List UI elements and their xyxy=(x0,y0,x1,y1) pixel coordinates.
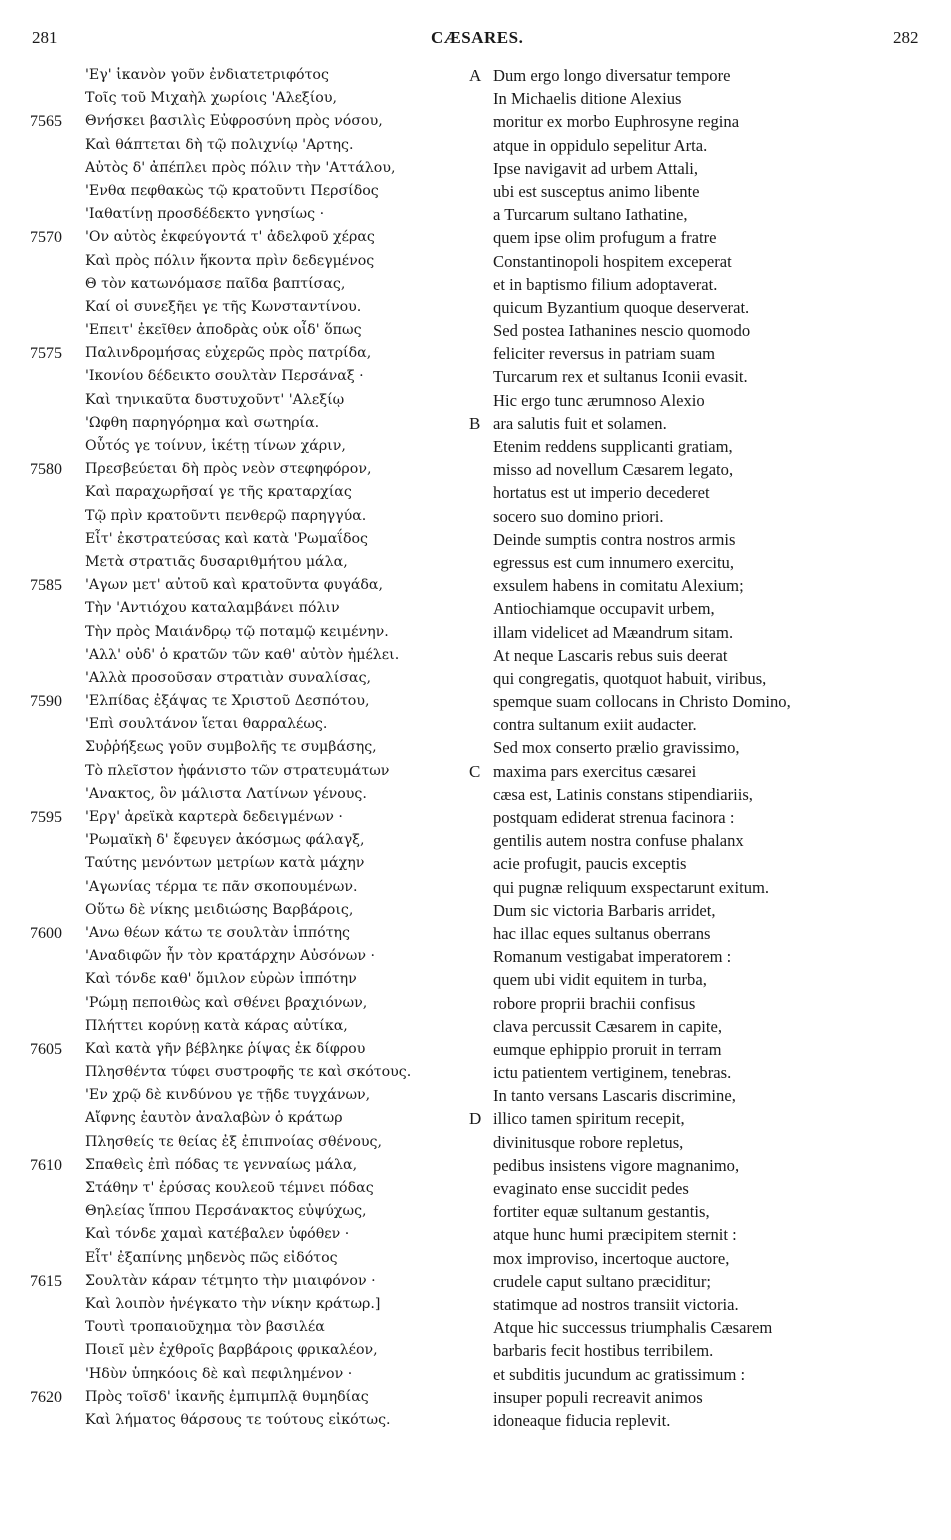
latin-verse-text: socero suo domino priori. xyxy=(493,506,664,526)
latin-verse-text: Sed postea Iathanines nescio quomodo xyxy=(493,321,751,341)
latin-verse-line xyxy=(493,644,933,667)
latin-verse-text: exsulem habens in comitatu Alexium; xyxy=(493,576,744,596)
latin-verse-text: contra sultanum exiit audacter. xyxy=(493,715,697,735)
greek-verse-text: Πλήττει κορύνῃ κατὰ κάρας αὐτίκα, xyxy=(85,1017,348,1034)
greek-verse-text: 'Ωφθη παρηγόρημα καὶ σωτηρία. xyxy=(85,414,320,431)
greek-verse-line xyxy=(30,713,470,736)
verse-number: 7575 xyxy=(30,345,62,363)
greek-verse-line xyxy=(30,968,470,991)
greek-verse-line xyxy=(30,528,470,551)
latin-verse-text: Dum sic victoria Barbaris arridet, xyxy=(493,900,716,920)
greek-verse-line xyxy=(30,1061,470,1084)
verse-number: 7580 xyxy=(30,461,62,479)
greek-verse-line xyxy=(30,1247,470,1270)
greek-verse-line xyxy=(30,551,470,574)
latin-verse-text: hac illac eques sultanus oberrans xyxy=(493,923,711,943)
latin-verse-text: acie profugit, paucis exceptis xyxy=(493,854,687,874)
greek-verse-line xyxy=(30,134,470,157)
greek-verse-text: 'Ον αὐτὸς ἐκφεύγοντά τ' ἀδελφοῦ χέρας xyxy=(85,229,375,246)
verse-number: 7605 xyxy=(30,1040,62,1058)
greek-verse-line xyxy=(30,1339,470,1362)
latin-verse-line xyxy=(493,1177,933,1200)
greek-verse-line xyxy=(30,1386,470,1409)
latin-verse-line xyxy=(493,1038,933,1061)
greek-verse-line xyxy=(30,226,470,249)
verse-number: 7570 xyxy=(30,229,62,247)
greek-verse-text: 'Ιαθατίνῃ προσδέδεκτο γνησίως · xyxy=(85,206,325,223)
greek-verse-text: 'Εργ' ἀρεϊκὰ καρτερὰ δεδειγμένων · xyxy=(85,809,343,825)
greek-verse-line xyxy=(30,1293,470,1316)
greek-verse-line xyxy=(30,1200,470,1223)
latin-verse-line xyxy=(493,621,933,644)
latin-verse-text: At neque Lascaris rebus suis deerat xyxy=(493,645,728,665)
greek-verse-line xyxy=(30,1316,470,1339)
latin-translation-column xyxy=(469,64,933,1432)
latin-verse-text: illam videlicet ad Mæandrum sitam. xyxy=(493,622,734,642)
latin-verse-text: quem ubi vidit equitem in turba, xyxy=(493,970,707,990)
greek-verse-text: Καὶ πρὸς πόλιν ἥκοντα πρὶν δεδεγμένος xyxy=(85,252,375,269)
latin-verse-text: clava percussit Cæsarem in capite, xyxy=(493,1016,723,1036)
greek-verse-text: Εἶτ' ἐκστρατεύσας καὶ κατὰ 'Ρωμαΐδος xyxy=(85,530,368,547)
latin-verse-text: qui pugnæ reliquum exspectarunt exitum. xyxy=(493,877,770,897)
latin-verse-line xyxy=(469,412,933,435)
greek-verse-line xyxy=(30,667,470,690)
verse-number: 7620 xyxy=(30,1388,62,1406)
page-number-right: 282 xyxy=(893,28,919,47)
greek-verse-text: Καὶ τόνδε χαμαὶ κατέβαλεν ὑφόθεν · xyxy=(85,1226,350,1243)
latin-verse-text: Romanum vestigabat imperatorem : xyxy=(493,947,732,967)
latin-verse-text: Hic ergo tunc ærumnoso Alexio xyxy=(493,390,705,410)
verse-number: 7565 xyxy=(30,113,62,131)
latin-verse-line xyxy=(493,296,933,319)
latin-verse-line xyxy=(493,481,933,504)
greek-verse-line xyxy=(30,365,470,388)
greek-verse-text: 'Ρώμῃ πεποιθὼς καὶ σθένει βραχιόνων, xyxy=(85,994,368,1011)
greek-verse-text: Τῷ πρὶν κρατοῦντι πενθερῷ παρηγγύα. xyxy=(85,507,367,524)
latin-verse-line xyxy=(493,528,933,551)
margin-section-letter: D xyxy=(469,1109,482,1129)
latin-verse-text: ubi est susceptus animo libente xyxy=(493,181,700,201)
greek-verse-line xyxy=(30,992,470,1015)
greek-text-column xyxy=(30,64,470,1432)
greek-verse-line xyxy=(30,296,470,319)
greek-verse-text: 'Εν χρῷ δὲ κινδύνου γε τῇδε τυγχάνων, xyxy=(85,1087,371,1104)
latin-verse-text: hortatus est ut imperio decederet xyxy=(493,483,710,503)
greek-verse-text: Μετὰ στρατιᾶς δυσαριθμήτου μάλα, xyxy=(85,553,348,570)
greek-verse-text: Αὐτὸς δ' ἀπέπλει πρὸς πόλιν τὴν 'Αττάλου, xyxy=(85,159,396,176)
greek-verse-text: Καὶ τόνδε καθ' ὅμιλον εὑρὼν ἱππότην xyxy=(85,971,357,988)
latin-verse-line xyxy=(493,899,933,922)
latin-verse-text: Antiochiamque occupavit urbem, xyxy=(493,599,715,619)
greek-verse-line xyxy=(30,621,470,644)
greek-verse-line xyxy=(30,1084,470,1107)
greek-verse-text: 'Επειτ' ἐκεῖθεν ἀποδρὰς οὐκ οἶδ' ὅπως xyxy=(85,322,362,339)
latin-verse-text: et in baptismo filium adoptaverat. xyxy=(493,274,718,294)
latin-verse-line xyxy=(469,760,933,783)
latin-verse-text: atque in oppidulo sepelitur Arta. xyxy=(493,135,708,155)
greek-verse-text: 'Ενθα πεφθακὼς τῷ κρατοῦντι Περσίδος xyxy=(85,182,379,199)
greek-verse-line xyxy=(30,87,470,110)
greek-verse-text: Καί οἱ συνεξῆει γε τῆς Κωνσταντίνου. xyxy=(85,298,362,315)
latin-verse-line xyxy=(493,365,933,388)
greek-verse-line xyxy=(30,64,470,87)
latin-verse-text: moritur ex morbo Euphrosyne regina xyxy=(493,112,740,132)
greek-verse-text: Καὶ παραχωρῆσαί γε τῆς κραταρχίας xyxy=(85,484,352,501)
latin-verse-line xyxy=(493,806,933,829)
greek-verse-text: Πλησθείς τε θείας ἐξ ἐπιπνοίας σθένους, xyxy=(85,1133,383,1150)
latin-verse-text: quem ipse olim profugum a fratre xyxy=(493,228,717,248)
latin-verse-line xyxy=(493,435,933,458)
latin-verse-text: In tanto versans Lascaris discrimine, xyxy=(493,1086,736,1106)
greek-verse-text: Ποιεῖ μὲν ἐχθροῖς βαρβάροις φρικαλέον, xyxy=(85,1342,378,1359)
latin-verse-text: quicum Byzantium quoque deserverat. xyxy=(493,297,750,317)
latin-verse-text: misso ad novellum Cæsarem legato, xyxy=(493,460,734,480)
latin-verse-line xyxy=(493,180,933,203)
latin-verse-line xyxy=(493,1409,933,1432)
greek-verse-text: Καὶ λήματος θάρσους τε τούτους εἰκότως. xyxy=(85,1411,391,1428)
greek-verse-line xyxy=(30,157,470,180)
greek-verse-text: Τουτὶ τροπαιοῦχημα τὸν βασιλέα xyxy=(85,1319,325,1336)
latin-verse-text: evaginato ense succidit pedes xyxy=(493,1179,689,1198)
greek-verse-line xyxy=(30,481,470,504)
greek-verse-line xyxy=(30,690,470,713)
latin-verse-line xyxy=(493,1084,933,1107)
greek-verse-line xyxy=(30,1131,470,1154)
latin-verse-line xyxy=(493,945,933,968)
latin-verse-text: Turcarum rex et sultanus Iconii evasit. xyxy=(493,367,748,387)
latin-verse-text: Etenim reddens supplicanti gratiam, xyxy=(493,437,733,456)
latin-verse-text: robore proprii brachii confisus xyxy=(493,993,696,1013)
latin-verse-line xyxy=(493,203,933,226)
latin-verse-text: ara salutis fuit et solamen. xyxy=(493,413,667,433)
latin-verse-line xyxy=(493,505,933,528)
greek-verse-text: 'Αναδιφῶν ἦν τὸν κρατάρχην Αὐσόνων · xyxy=(85,948,375,965)
greek-verse-line xyxy=(30,203,470,226)
greek-verse-text: 'Ικονίου δέδεικτο σουλτὰν Περσάναξ · xyxy=(85,368,364,385)
latin-verse-text: insuper populi recreavit animos xyxy=(493,1387,703,1407)
latin-verse-line xyxy=(493,110,933,133)
greek-verse-text: Καὶ τηνικαῦτα δυστυχοῦντ' 'Αλεξίῳ xyxy=(85,391,345,408)
greek-verse-line xyxy=(30,458,470,481)
latin-verse-line xyxy=(493,1154,933,1177)
latin-verse-line xyxy=(469,64,933,87)
verse-number: 7615 xyxy=(30,1272,62,1290)
running-header xyxy=(0,28,951,52)
greek-verse-text: Τὴν πρὸς Μαιάνδρῳ τῷ ποταμῷ κειμένην. xyxy=(85,623,389,640)
greek-verse-line xyxy=(30,876,470,899)
greek-verse-line xyxy=(30,1363,470,1386)
latin-verse-text: fortiter equæ sultanum gestantis, xyxy=(493,1202,710,1222)
latin-verse-line xyxy=(493,87,933,110)
greek-verse-line xyxy=(30,505,470,528)
latin-verse-text: pedibus insistens vigore magnanimo, xyxy=(493,1155,740,1175)
latin-verse-line xyxy=(493,1015,933,1038)
greek-verse-text: Εἶτ' ἐξαπίνης μηδενὸς πῶς εἰδότος xyxy=(85,1249,338,1266)
latin-verse-text: Atque hic successus triumphalis Cæsarem xyxy=(493,1318,773,1338)
greek-verse-text: Τὸ πλεῖστον ἠφάνιστο τῶν στρατευμάτων xyxy=(85,762,390,779)
greek-verse-text: 'Ανακτος, ὃν μάλιστα Λατίνων γένους. xyxy=(85,785,367,802)
greek-verse-text: Καὶ λοιπὸν ἠνέγκατο τὴν νίκην κράτωρ.] xyxy=(85,1295,381,1312)
latin-verse-line xyxy=(493,574,933,597)
latin-verse-text: Sed mox conserto prælio gravissimo, xyxy=(493,738,740,758)
latin-verse-text: spemque suam collocans in Christo Domino, xyxy=(493,692,791,712)
greek-verse-line xyxy=(30,342,470,365)
greek-verse-line xyxy=(30,273,470,296)
latin-verse-line xyxy=(493,250,933,273)
greek-verse-line xyxy=(30,250,470,273)
latin-verse-text: a Turcarum sultano Iathatine, xyxy=(493,205,688,225)
latin-verse-line xyxy=(493,342,933,365)
page-number-left: 281 xyxy=(32,28,58,47)
greek-verse-text: 'Αγων μετ' αὐτοῦ καὶ κρατοῦντα φυγάδα, xyxy=(85,577,384,594)
latin-verse-text: cæsa est, Latinis constans stipendiariis, xyxy=(493,784,753,804)
latin-verse-text: statimque ad nostros transiit victoria. xyxy=(493,1294,739,1314)
latin-verse-line xyxy=(493,1061,933,1084)
latin-verse-line xyxy=(493,319,933,342)
greek-verse-line xyxy=(30,1154,470,1177)
latin-verse-text: atque hunc humi præcipitem sternit : xyxy=(493,1225,737,1245)
latin-verse-line xyxy=(493,1363,933,1386)
greek-verse-text: 'Αλλ' οὐδ' ὁ κρατῶν τῶν καθ' αὐτὸν ἠμέλει. xyxy=(85,646,400,663)
verse-number: 7595 xyxy=(30,809,62,826)
latin-verse-text: ictu patientem vertiginem, tenebras. xyxy=(493,1063,732,1083)
latin-verse-line xyxy=(493,852,933,875)
margin-section-letter: B xyxy=(469,413,481,433)
greek-verse-line xyxy=(30,1409,470,1432)
greek-verse-line xyxy=(30,760,470,783)
greek-verse-line xyxy=(30,922,470,945)
latin-verse-text: barbaris fecit hostibus terribilem. xyxy=(493,1341,714,1361)
greek-verse-line xyxy=(30,389,470,412)
latin-verse-line xyxy=(493,876,933,899)
latin-verse-line xyxy=(493,389,933,412)
margin-section-letter: A xyxy=(469,66,482,85)
latin-verse-text: feliciter reversus in patriam suam xyxy=(493,344,716,364)
greek-verse-text: 'Αλλὰ προσοῦσαν στρατιὰν συναλίσας, xyxy=(85,669,372,686)
greek-verse-text: 'Ηδὺν ὑπηκόοις δὲ καὶ πεφιλημένον · xyxy=(85,1365,353,1382)
greek-verse-line xyxy=(30,1015,470,1038)
greek-verse-line xyxy=(30,110,470,133)
latin-verse-line xyxy=(493,1223,933,1246)
latin-verse-text: crudele caput sultano præciditur; xyxy=(493,1271,711,1291)
latin-verse-line xyxy=(493,1386,933,1409)
latin-verse-text: Constantinopoli hospitem exceperat xyxy=(493,251,732,271)
latin-verse-text: postquam ediderat strenua facinora : xyxy=(493,808,735,827)
greek-verse-line xyxy=(30,180,470,203)
latin-verse-line xyxy=(493,134,933,157)
latin-verse-line xyxy=(493,1247,933,1270)
verse-number: 7600 xyxy=(30,924,62,942)
latin-verse-text: illico tamen spiritum recepit, xyxy=(493,1109,685,1129)
greek-verse-line xyxy=(30,1223,470,1246)
greek-verse-line xyxy=(30,829,470,852)
latin-verse-text: egressus est cum innumero exercitu, xyxy=(493,552,734,572)
greek-verse-text: Καὶ κατὰ γῆν βέβληκε ῥίψας ἐκ δίφρου xyxy=(85,1040,366,1057)
latin-verse-line xyxy=(493,226,933,249)
greek-verse-line xyxy=(30,852,470,875)
latin-verse-text: et subditis jucundum ac gratissimum : xyxy=(493,1364,746,1384)
verse-number: 7610 xyxy=(30,1156,62,1174)
latin-verse-line xyxy=(493,551,933,574)
greek-verse-text: Θ τὸν κατωνόμασε παῖδα βαπτίσας, xyxy=(85,275,346,292)
latin-verse-text: maxima pars exercitus cæsarei xyxy=(493,761,697,781)
greek-verse-text: Θνήσκει βασιλὶς Εὐφροσύνη πρὸς νόσου, xyxy=(85,113,383,130)
greek-verse-text: 'Αγωνίας τέρμα τε πᾶν σκοπουμένων. xyxy=(85,878,358,895)
greek-verse-text: Πρεσβεύεται δὴ πρὸς νεὸν στεφηφόρον, xyxy=(85,461,372,478)
verse-number: 7590 xyxy=(30,693,62,711)
greek-verse-line xyxy=(30,899,470,922)
latin-verse-text: divinitusque robore repletus, xyxy=(493,1132,684,1152)
latin-verse-line xyxy=(493,667,933,690)
greek-verse-line xyxy=(30,644,470,667)
greek-verse-line xyxy=(30,574,470,597)
greek-verse-line xyxy=(30,806,470,829)
latin-verse-line xyxy=(493,736,933,759)
greek-verse-line xyxy=(30,1177,470,1200)
latin-verse-line xyxy=(493,1131,933,1154)
latin-verse-text: mox improviso, incertoque auctore, xyxy=(493,1248,730,1268)
greek-verse-text: 'Ανω θέων κάτω τε σουλτὰν ἱππότης xyxy=(85,924,350,941)
latin-verse-line xyxy=(493,1200,933,1223)
greek-verse-line xyxy=(30,783,470,806)
greek-verse-text: Οὕτω δὲ νίκης μειδιώσης Βαρβάροις, xyxy=(85,901,354,918)
greek-verse-text: Συῤῥήξεως γοῦν συμβολῆς τε συμβάσης, xyxy=(85,739,377,756)
greek-verse-text: Σουλτὰν κάραν τέτμητο τὴν μιαιφόνον · xyxy=(85,1272,376,1289)
greek-verse-text: Ταύτης μενόντων μετρίων κατὰ μάχην xyxy=(85,855,365,872)
greek-verse-text: 'Ελπίδας ἐξάψας τε Χριστοῦ Δεσπότου, xyxy=(85,693,370,710)
margin-section-letter: C xyxy=(469,761,481,781)
greek-verse-text: Οὗτός γε τοίνυν, ἱκέτῃ τίνων χάριν, xyxy=(85,438,346,454)
latin-verse-line xyxy=(469,1107,933,1130)
greek-verse-line xyxy=(30,597,470,620)
latin-verse-text: Dum ergo longo diversatur tempore xyxy=(493,66,731,85)
latin-verse-text: Ipse navigavit ad urbem Attali, xyxy=(493,158,699,178)
latin-verse-line xyxy=(493,783,933,806)
latin-verse-text: gentilis autem nostra confuse phalanx xyxy=(493,831,744,851)
latin-verse-line xyxy=(493,1293,933,1316)
latin-verse-line xyxy=(493,690,933,713)
running-title: CÆSARES. xyxy=(431,28,524,47)
greek-verse-text: Αἴφνης ἑαυτὸν ἀναλαβὼν ὁ κράτωρ xyxy=(85,1110,343,1127)
greek-verse-line xyxy=(30,319,470,342)
greek-verse-text: Σπαθεὶς ἐπὶ πόδας τε γενναίως μάλα, xyxy=(85,1156,358,1173)
latin-verse-text: Deinde sumptis contra nostros armis xyxy=(493,529,736,549)
latin-verse-line xyxy=(493,713,933,736)
latin-verse-line xyxy=(493,992,933,1015)
greek-verse-line xyxy=(30,1038,470,1061)
greek-verse-text: 'Εγ' ἱκανὸν γοῦν ἐνδιατετριφότος xyxy=(85,67,329,83)
greek-verse-text: 'Ρωμαϊκὴ δ' ἔφευγεν ἀκόσμως φάλαγξ, xyxy=(85,832,365,849)
latin-verse-line xyxy=(493,273,933,296)
latin-verse-text: idoneaque fiducia replevit. xyxy=(493,1410,671,1430)
latin-verse-line xyxy=(493,1270,933,1293)
latin-verse-line xyxy=(493,597,933,620)
greek-verse-line xyxy=(30,435,470,458)
latin-verse-text: eumque ephippio proruit in terram xyxy=(493,1039,722,1059)
latin-verse-line xyxy=(493,157,933,180)
latin-verse-text: In Michaelis ditione Alexius xyxy=(493,89,682,109)
latin-verse-line xyxy=(493,1339,933,1362)
greek-verse-line xyxy=(30,945,470,968)
greek-verse-line xyxy=(30,736,470,759)
greek-verse-text: Πλησθέντα τύφει συστροφῆς τε καὶ σκότους. xyxy=(85,1064,412,1081)
greek-verse-line xyxy=(30,1107,470,1130)
greek-verse-text: Παλινδρομήσας εὐχερῶς πρὸς πατρίδα, xyxy=(85,345,372,362)
greek-verse-line xyxy=(30,412,470,435)
greek-verse-text: Τὴν 'Αντιόχου καταλαμβάνει πόλιν xyxy=(85,600,340,617)
greek-verse-text: Θηλείας ἵππου Περσάνακτος εὐψύχως, xyxy=(85,1203,367,1220)
greek-verse-line xyxy=(30,1270,470,1293)
latin-verse-line xyxy=(493,922,933,945)
greek-verse-text: 'Επὶ σουλτάνον ἵεται θαρραλέως. xyxy=(85,716,328,733)
greek-verse-text: Τοῖς τοῦ Μιχαὴλ χωρίοις 'Αλεξίου, xyxy=(85,90,337,107)
verse-number: 7585 xyxy=(30,577,62,595)
greek-verse-text: Πρὸς τοῖσδ' ἱκανῆς ἐμπιμπλᾷ θυμηδίας xyxy=(85,1388,369,1405)
latin-verse-line xyxy=(493,1316,933,1339)
latin-verse-text: qui congregatis, quotquot habuit, viribus, xyxy=(493,668,767,688)
greek-verse-text: Καὶ θάπτεται δὴ τῷ πολιχνίῳ 'Αρτης. xyxy=(85,136,354,153)
greek-verse-text: Στάθην τ' ἐρύσας κουλεοῦ τέμνει πόδας xyxy=(85,1180,374,1196)
latin-verse-line xyxy=(493,968,933,991)
latin-verse-line xyxy=(493,829,933,852)
latin-verse-line xyxy=(493,458,933,481)
